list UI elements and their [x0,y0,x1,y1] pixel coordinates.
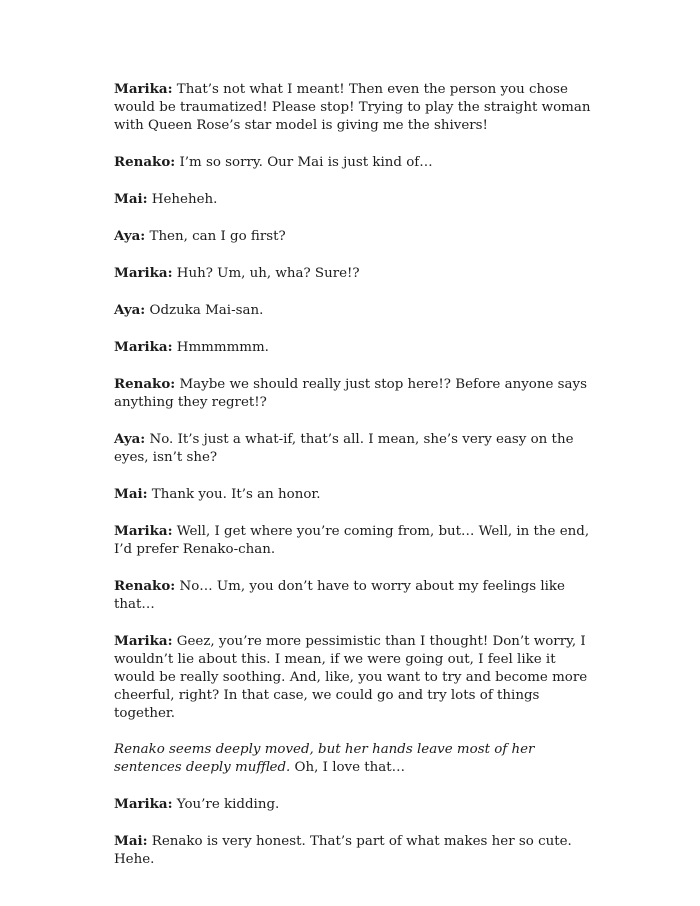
dialogue-text: Geez, you’re more pessimistic than I thought! Don’t worry, I wouldn’t lie about this. I mean, if we were going out, I feel like it would be really soothing. And, like, you want to try and become more cheerful, right? In that case, we could go and try lots of things together. [114,634,588,721]
dialogue-text: Maybe we should really just stop here!? Before anyone says anything they regret!? [114,377,587,410]
dialogue-text: Odzuka Mai-san. [145,303,264,318]
dialogue-text: That’s not what I meant! Then even the person you chose would be traumatized! Please stop! Trying to play the straight woman with Queen Rose’s star model is giving me the shivers! [114,82,591,133]
speaker-name: Renako: [114,578,176,594]
narration-italic: Renako seems deeply moved, but her hands leave most of her sentences deeply muffled. [114,742,535,775]
dialogue-line [114,577,594,614]
dialogue-text: Thank you. It’s an honor. [147,487,321,502]
dialogue-text: Renako is very honest. That’s part of what makes her so cute. Hehe. [114,834,572,867]
speaker-name: Aya: [114,228,146,244]
dialogue-text: I’m so sorry. Our Mai is just kind of… [175,155,433,170]
dialogue-line [114,301,594,320]
dialogue-text: Huh? Um, uh, wha? Sure!? [172,266,360,281]
dialogue-line [114,153,594,172]
narration-line [114,741,594,777]
speaker-name: Mai: [114,486,148,502]
dialogue-text: You’re kidding. [172,797,280,812]
speaker-name: Renako: [114,154,176,170]
dialogue-text: No… Um, you don’t have to worry about my feelings like that… [114,579,565,612]
narration-text: Oh, I love that… [290,760,406,775]
dialogue-line [114,832,594,869]
speaker-name: Marika: [114,339,173,355]
dialogue-line [114,430,594,467]
speaker-name: Marika: [114,265,173,281]
speaker-name: Aya: [114,431,146,447]
dialogue-line [114,375,594,412]
speaker-name: Renako: [114,376,176,392]
dialogue-line [114,795,594,814]
speaker-name: Mai: [114,191,148,207]
dialogue-line [114,227,594,246]
document-page [114,80,594,887]
speaker-name: Mai: [114,833,148,849]
dialogue-line [114,264,594,283]
dialogue-line [114,632,594,723]
speaker-name: Marika: [114,81,173,97]
dialogue-line [114,338,594,357]
dialogue-line [114,522,594,559]
speaker-name: Aya: [114,302,146,318]
dialogue-text: No. It’s just a what-if, that’s all. I mean, she’s very easy on the eyes, isn’t she? [114,432,574,465]
dialogue-line [114,80,594,135]
dialogue-text: Then, can I go first? [145,229,286,244]
speaker-name: Marika: [114,633,173,649]
dialogue-text: Hmmmmmm. [172,340,269,355]
speaker-name: Marika: [114,796,173,812]
dialogue-text: Heheheh. [147,192,218,207]
dialogue-line [114,190,594,209]
speaker-name: Marika: [114,523,173,539]
dialogue-line [114,485,594,504]
dialogue-text: Well, I get where you’re coming from, but… Well, in the end, I’d prefer Renako-chan. [114,524,590,557]
